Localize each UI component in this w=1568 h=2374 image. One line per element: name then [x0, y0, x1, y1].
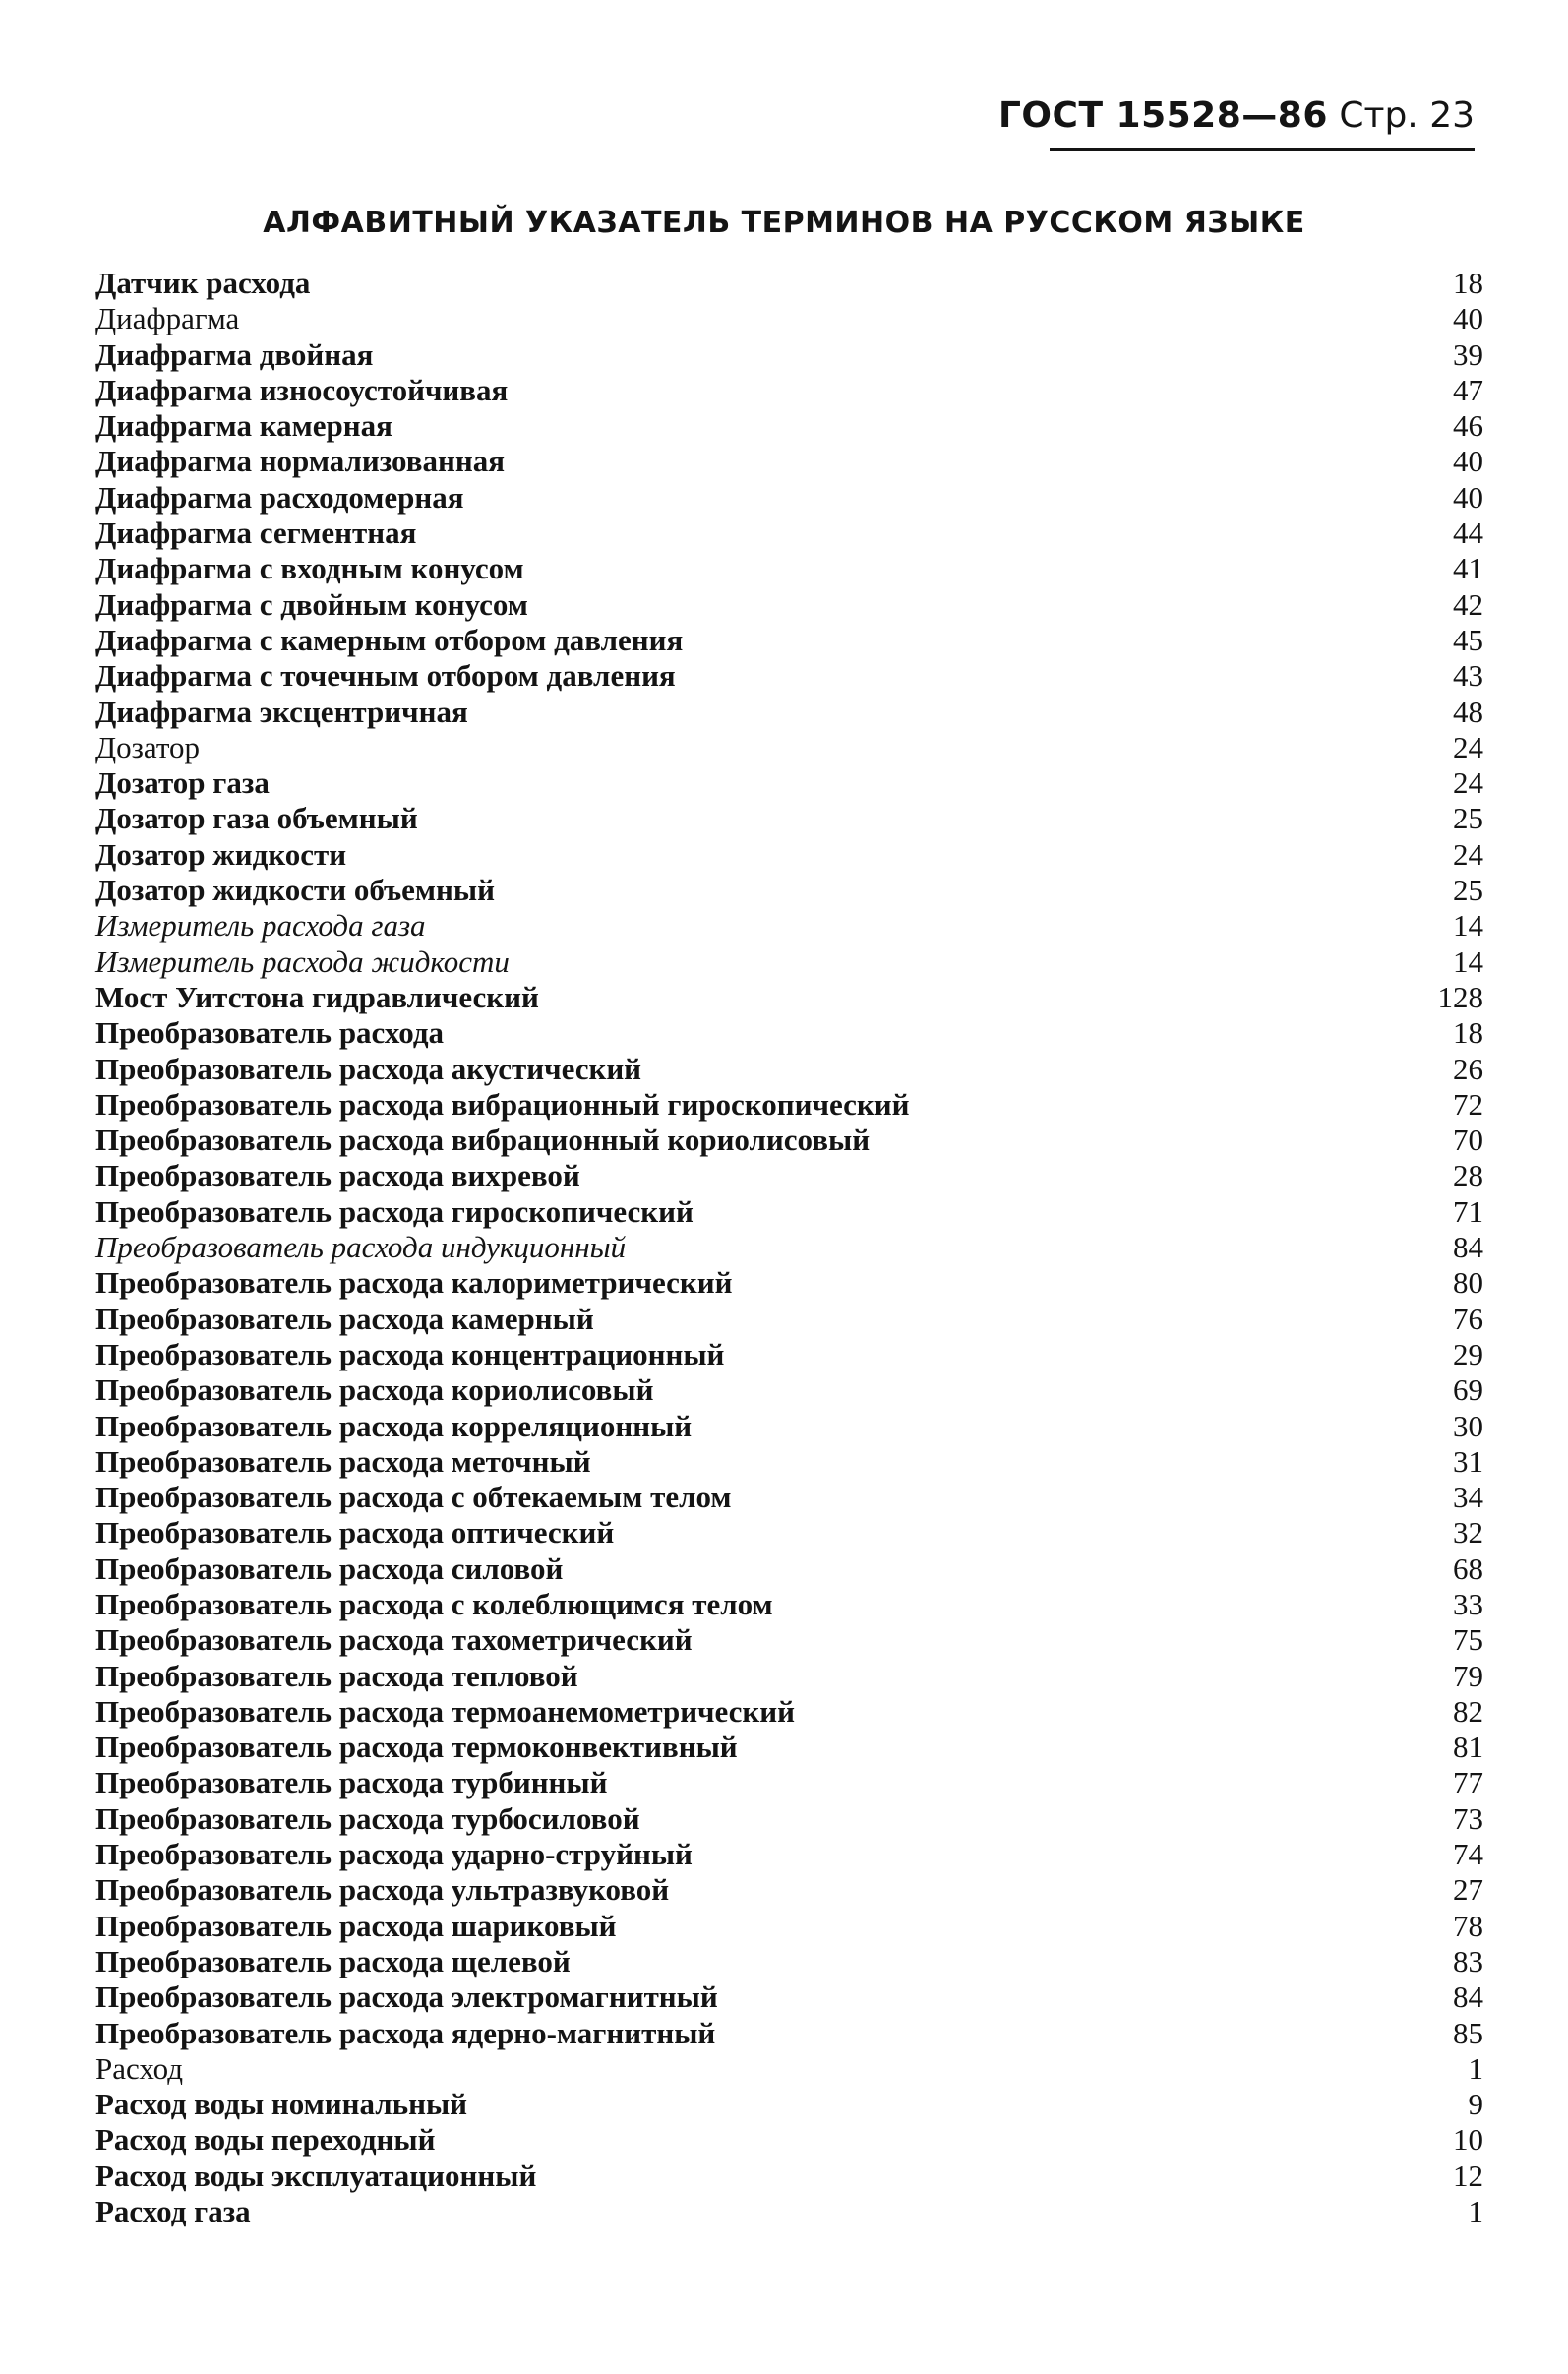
index-term: Диафрагма износоустойчивая: [95, 372, 509, 407]
index-term: Преобразователь расхода термоконвективный: [95, 1730, 738, 1765]
index-term-number: 1: [1468, 2194, 1483, 2229]
index-entry: [95, 765, 1483, 801]
index-term-number: 80: [1453, 1265, 1483, 1301]
index-entry: [95, 1158, 1483, 1193]
index-term-number: 31: [1453, 1443, 1483, 1479]
index-term: Диафрагма с двойным конусом: [95, 586, 528, 622]
index-entry: [95, 980, 1483, 1015]
index-term: Преобразователь расхода акустический: [95, 1051, 642, 1086]
index-entry: [95, 1409, 1483, 1444]
index-term-number: 34: [1453, 1480, 1483, 1515]
index-entry: [95, 908, 1483, 944]
index-term-number: 72: [1453, 1086, 1483, 1122]
index-entry: [95, 2087, 1483, 2122]
index-term-number: 46: [1453, 408, 1483, 444]
index-entry: [95, 1837, 1483, 1872]
index-entry: [95, 551, 1483, 586]
index-entry: [95, 944, 1483, 980]
index-term: Датчик расхода: [95, 266, 311, 300]
index-term-number: 44: [1453, 516, 1483, 551]
index-term-number: 32: [1453, 1515, 1483, 1551]
index-term: Диафрагма с входным конусом: [95, 551, 524, 586]
index-term: Преобразователь расхода термоанемометрический: [95, 1693, 796, 1729]
index-term-number: 28: [1453, 1158, 1483, 1193]
index-term: Диафрагма эксцентричная: [95, 694, 468, 729]
index-term-number: 10: [1453, 2122, 1483, 2158]
index-entry: [95, 1444, 1483, 1480]
index-entry: [95, 1087, 1483, 1123]
index-term-number: 77: [1453, 1765, 1483, 1800]
index-entry: [95, 658, 1483, 694]
index-term-number: 48: [1453, 694, 1483, 729]
index-term-number: 82: [1453, 1693, 1483, 1729]
index-entry: [95, 2194, 1483, 2229]
index-entry: [95, 1372, 1483, 1408]
index-term-number: 81: [1453, 1730, 1483, 1765]
index-entry: [95, 480, 1483, 516]
index-entry: [95, 1230, 1483, 1265]
index-entry: [95, 516, 1483, 551]
index-term-number: 25: [1453, 801, 1483, 836]
index-term-number: 1: [1468, 2050, 1483, 2086]
index-term: Расход воды номинальный: [95, 2087, 468, 2122]
index-entry: [95, 1622, 1483, 1658]
index-term: Диафрагма двойная: [95, 336, 374, 372]
index-term: Преобразователь расхода калориметрический: [95, 1265, 733, 1301]
index-term-number: 40: [1453, 301, 1483, 336]
index-term: Преобразователь расхода ультразвуковой: [95, 1872, 670, 1908]
index-term: Преобразователь расхода силовой: [95, 1551, 564, 1586]
index-term: Диафрагма камерная: [95, 408, 392, 444]
index-term: Дозатор газа: [95, 765, 270, 801]
index-term: Преобразователь расхода оптический: [95, 1515, 615, 1551]
index-term-number: 14: [1453, 944, 1483, 979]
index-entry: [95, 1015, 1483, 1051]
index-entry: [95, 1265, 1483, 1301]
index-term-number: 47: [1453, 372, 1483, 407]
index-term: Мост Уитстона гидравлический: [95, 979, 539, 1014]
index-entry: [95, 1765, 1483, 1800]
index-term-number: 27: [1453, 1872, 1483, 1908]
index-entry: [95, 1552, 1483, 1587]
index-entry: [95, 444, 1483, 479]
index-entry: [95, 1052, 1483, 1087]
index-term-number: 29: [1453, 1336, 1483, 1371]
index-term: Преобразователь расхода шариковый: [95, 1908, 617, 1943]
index-term: Преобразователь расхода вихревой: [95, 1158, 580, 1193]
index-term: Диафрагма с камерным отбором давления: [95, 622, 684, 657]
index-term: Преобразователь расхода индукционный: [95, 1230, 627, 1265]
index-term: Дозатор жидкости: [95, 836, 347, 872]
index-entry: [95, 623, 1483, 658]
index-term-number: 76: [1453, 1301, 1483, 1336]
index-term-number: 18: [1453, 1015, 1483, 1051]
index-term: Преобразователь расхода меточный: [95, 1443, 591, 1479]
index-term-number: 33: [1453, 1586, 1483, 1621]
index-entry: [95, 408, 1483, 444]
index-term-number: 68: [1453, 1551, 1483, 1586]
index-entry: [95, 337, 1483, 373]
index-term-number: 39: [1453, 336, 1483, 372]
index-term-number: 73: [1453, 1800, 1483, 1836]
index-term-number: 14: [1453, 908, 1483, 944]
index-term-number: 128: [1437, 979, 1483, 1014]
index-term: Расход воды эксплуатационный: [95, 2158, 537, 2193]
index-term: Расход: [95, 2050, 184, 2086]
index-term-number: 40: [1453, 479, 1483, 515]
index-term: Преобразователь расхода вибрационный кориолисовый: [95, 1123, 871, 1158]
index-term-number: 42: [1453, 586, 1483, 622]
index-term: Преобразователь расхода ядерно-магнитный: [95, 2015, 716, 2050]
index-entry: [95, 1801, 1483, 1837]
index-entry: [95, 730, 1483, 765]
index-entry: [95, 1302, 1483, 1337]
term-list: [95, 266, 1483, 2229]
index-term-number: 12: [1453, 2158, 1483, 2193]
index-term: Измеритель расхода газа: [95, 908, 426, 944]
index-entry: [95, 695, 1483, 730]
index-term: Преобразователь расхода концентрационный: [95, 1336, 725, 1371]
index-entry: [95, 1123, 1483, 1158]
index-entry: [95, 801, 1483, 836]
index-term: Расход воды переходный: [95, 2122, 436, 2158]
index-term: Преобразователь расхода тепловой: [95, 1658, 578, 1693]
index-term-number: 70: [1453, 1123, 1483, 1158]
page-header: [998, 94, 1475, 138]
index-entry: [95, 837, 1483, 873]
index-term: Расход газа: [95, 2194, 251, 2229]
index-entry: [95, 1587, 1483, 1622]
index-term-number: 26: [1453, 1051, 1483, 1086]
index-term-number: 18: [1453, 266, 1483, 300]
page-number: Стр. 23: [1339, 95, 1475, 136]
index-term: Преобразователь расхода вибрационный гироскопический: [95, 1086, 910, 1122]
index-term: Преобразователь расхода с колеблющимся телом: [95, 1586, 773, 1621]
index-entry: [95, 1694, 1483, 1730]
index-term-number: 41: [1453, 551, 1483, 586]
index-entry: [95, 373, 1483, 408]
index-term-number: 45: [1453, 622, 1483, 657]
index-entry: [95, 2122, 1483, 2158]
index-term: Преобразователь расхода турбосиловой: [95, 1800, 640, 1836]
index-term: Преобразователь расхода: [95, 1015, 445, 1051]
index-term-number: 75: [1453, 1622, 1483, 1658]
index-term: Диафрагма нормализованная: [95, 444, 506, 479]
index-term-number: 24: [1453, 765, 1483, 801]
index-term: Преобразователь расхода турбинный: [95, 1765, 608, 1800]
index-entry: [95, 1909, 1483, 1944]
index-term-number: 43: [1453, 658, 1483, 694]
index-entry: [95, 2051, 1483, 2087]
index-term-number: 24: [1453, 729, 1483, 764]
header-rule: [1050, 148, 1475, 151]
index-term: Дозатор жидкости объемный: [95, 873, 495, 908]
index-term-number: 74: [1453, 1837, 1483, 1872]
index-term-number: 40: [1453, 444, 1483, 479]
index-entry: [95, 1480, 1483, 1515]
index-term-number: 83: [1453, 1943, 1483, 1978]
index-term: Дозатор газа объемный: [95, 801, 418, 836]
index-term: Преобразователь расхода кориолисовый: [95, 1372, 654, 1408]
index-entry: [95, 1659, 1483, 1694]
index-entry: [95, 1337, 1483, 1372]
index-entry: [95, 1872, 1483, 1908]
index-term-number: 25: [1453, 873, 1483, 908]
index-term-number: 24: [1453, 836, 1483, 872]
index-entry: [95, 2159, 1483, 2194]
index-term-number: 30: [1453, 1408, 1483, 1443]
index-term: Диафрагма сегментная: [95, 516, 417, 551]
index-entry: [95, 1944, 1483, 1979]
index-term: Преобразователь расхода корреляционный: [95, 1408, 693, 1443]
index-entry: [95, 301, 1483, 336]
index-term-number: 84: [1453, 1230, 1483, 1265]
standard-code: ГОСТ 15528—86: [997, 95, 1328, 136]
index-term-number: 69: [1453, 1372, 1483, 1408]
index-term-number: 9: [1468, 2087, 1483, 2122]
index-term: Преобразователь расхода гироскопический: [95, 1193, 694, 1229]
index-title: АЛФАВИТНЫЙ УКАЗАТЕЛЬ ТЕРМИНОВ НА РУССКОМ ЯЗЫКЕ: [263, 206, 1305, 240]
index-entry: [95, 1515, 1483, 1551]
index-entry: [95, 266, 1483, 301]
index-term: Измеритель расхода жидкости: [95, 944, 510, 979]
index-term: Диафрагма: [95, 301, 240, 336]
index-term: Преобразователь расхода электромагнитный: [95, 1979, 718, 2015]
index-term-number: 85: [1453, 2015, 1483, 2050]
index-entry: [95, 1194, 1483, 1230]
index-term-number: 84: [1453, 1979, 1483, 2015]
index-term: Преобразователь расхода ударно-струйный: [95, 1837, 693, 1872]
index-term-number: 71: [1453, 1193, 1483, 1229]
index-term: Преобразователь расхода камерный: [95, 1301, 594, 1336]
index-entry: [95, 1730, 1483, 1765]
index-term: Преобразователь расхода тахометрический: [95, 1622, 693, 1658]
index-term: Диафрагма с точечным отбором давления: [95, 658, 676, 694]
index-entry: [95, 587, 1483, 623]
index-term: Преобразователь расхода с обтекаемым телом: [95, 1480, 732, 1515]
index-term: Преобразователь расхода щелевой: [95, 1943, 571, 1978]
index-term: Диафрагма расходомерная: [95, 479, 464, 515]
index-term-number: 79: [1453, 1658, 1483, 1693]
index-entry: [95, 873, 1483, 908]
index-entry: [95, 2016, 1483, 2051]
index-term: Дозатор: [95, 729, 200, 764]
index-term-number: 78: [1453, 1908, 1483, 1943]
index-entry: [95, 1979, 1483, 2015]
